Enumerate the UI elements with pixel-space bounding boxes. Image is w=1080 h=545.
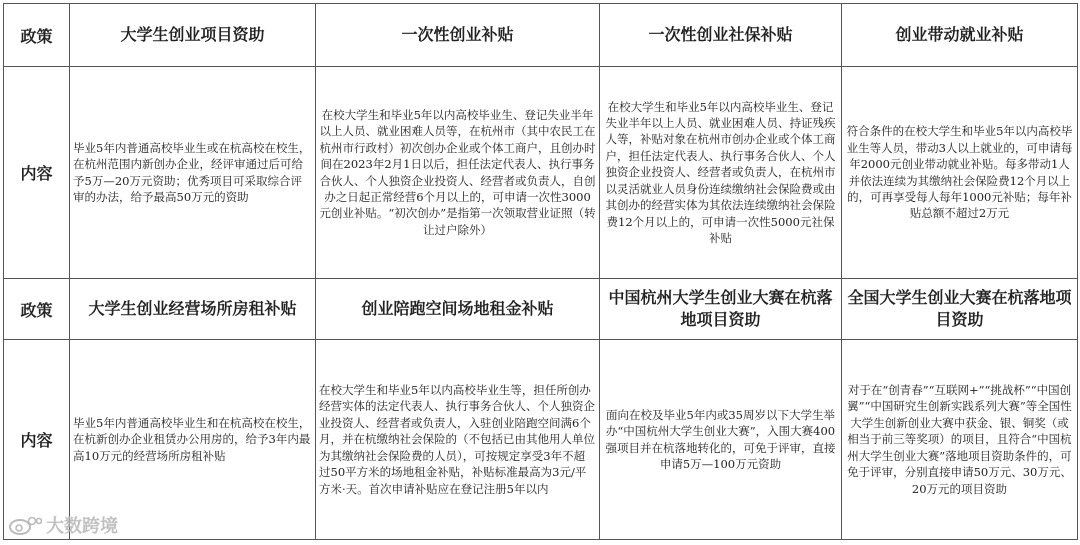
policy-title: 大学生创业经营场所房租补贴 xyxy=(70,279,316,340)
policy-content: 对于在“创青春”“互联网+”“挑战杯”“中国创翼”“中国研究生创新实践系列大赛”等全国性大学生创新创业大赛中获金、银、铜奖（或相当于前三等奖项）的项目，且符合“中国杭州大学生创业大赛”落地项目资助条件的，可免于评审，分别直接申请50万元、30万元、20万元的项目资助 xyxy=(842,340,1078,540)
policy-content: 在校大学生和毕业5年以内高校毕业生、登记失业半年以上人员、就业困难人员、持证残疾人等，补贴对象在杭州市创办企业或个体工商户，担任法定代表人、执行事务合伙人、个人独资企业投资人、经营者或负责人，在杭州市以灵活就业人员身份连续缴纳社会保险费或由其创办的经营实体为其依法连续缴纳社会保险费12个月以上的，可申请一次性5000元社保补贴 xyxy=(600,67,842,279)
policy-title: 一次性创业社保补贴 xyxy=(600,4,842,67)
table-row-head-2 xyxy=(4,279,1078,340)
table-row-head-1 xyxy=(4,4,1078,67)
policy-table xyxy=(3,3,1078,540)
policy-title: 创业带动就业补贴 xyxy=(842,4,1078,67)
policy-content: 符合条件的在校大学生和毕业5年以内高校毕业生等人员，带动3人以上就业的，可申请每年2000元创业带动就业补贴。每多带动1人并依法连续为其缴纳社会保险费12个月以上的，可再享受每人每年1000元补贴；每年补贴总额不超过2万元 xyxy=(842,67,1078,279)
policy-title: 创业陪跑空间场地租金补贴 xyxy=(316,279,600,340)
watermark xyxy=(8,512,118,538)
policy-title: 全国大学生创业大赛在杭落地项目资助 xyxy=(842,279,1078,340)
head-label: 政策 xyxy=(4,279,70,340)
policy-content: 在校大学生和毕业5年以内高校毕业生、登记失业半年以上人员、就业困难人员等，在杭州市（其中农民工在杭州市行政村）初次创办企业或个体工商户，且创办时间在2023年2月1日以后，担任法定代表人、执行事务合伙人、个人独资企业投资人、经营者或负责人，自创办之日起正常经营6个月以上的，可申请一次性3000元创业补贴。“初次创办”是指第一次领取营业证照（转让过户除外） xyxy=(316,67,600,279)
weibo-logo-icon xyxy=(8,514,42,536)
policy-content: 在校大学生和毕业5年以内高校毕业生等，担任所创办经营实体的法定代表人、执行事务合伙人、个人独资企业投资人、经营者或负责人，入驻创业陪跑空间满6个月，并在杭缴纳社会保险的（不包括已由其他用人单位为其缴纳社会保险费的人员），可按规定享受3年不超过50平方米的场地租金补贴，补贴标准最高为3元/平方米·天。首次申请补贴应在登记注册5年以内 xyxy=(316,340,600,540)
content-label: 内容 xyxy=(4,340,70,540)
head-label: 政策 xyxy=(4,4,70,67)
watermark-text: 大数跨境 xyxy=(46,516,118,537)
content-label: 内容 xyxy=(4,67,70,279)
policy-content: 毕业5年内普通高校毕业生和在杭高校在校生，在杭新创办企业租赁办公用房的，给予3年内最高10万元的经营场所房租补贴 xyxy=(70,340,316,540)
policy-title: 一次性创业补贴 xyxy=(316,4,600,67)
policy-title: 大学生创业项目资助 xyxy=(70,4,316,67)
policy-content: 毕业5年内普通高校毕业生或在杭高校在校生，在杭州范围内新创办企业，经评审通过后可给予5万—20万元资助；优秀项目可采取综合评审的办法，给予最高50万元的资助 xyxy=(70,67,316,279)
policy-title: 中国杭州大学生创业大赛在杭落地项目资助 xyxy=(600,279,842,340)
table-row-content-2 xyxy=(4,340,1078,540)
policy-content: 面向在校及毕业5年内或35周岁以下大学生举办“中国杭州大学生创业大赛”，入围大赛400强项目并在杭落地转化的，可免于评审，直接申请5万—100万元资助 xyxy=(600,340,842,540)
table-row-content-1 xyxy=(4,67,1078,279)
